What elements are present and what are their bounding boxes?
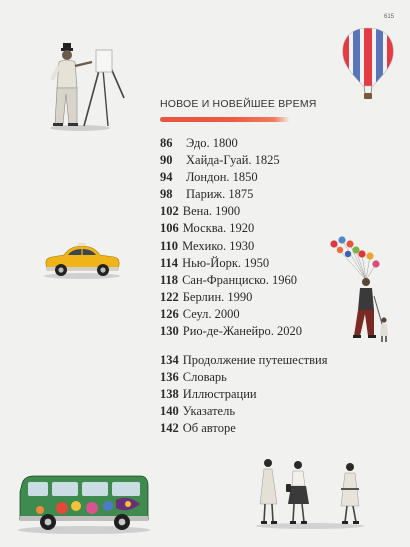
chapter-list [160,135,302,340]
toc-entry[interactable]: 102 Вена. 1900 [160,204,241,219]
toc-entry[interactable]: 140 Указатель [160,404,236,419]
toc-entry[interactable]: 110 Мехико. 1930 [160,238,255,253]
toc-entry[interactable]: 136 Словарь [160,370,227,385]
toc-entry[interactable]: 94 Лондон. 1850 [160,170,258,185]
toc-entry[interactable]: 86 Эдо. 1800 [160,136,238,150]
person-with-balloons-illustration [328,236,396,344]
toc-entry[interactable]: 90 Хайда-Гуай. 1825 [160,153,280,168]
section-title: НОВОЕ И НОВЕЙШЕЕ ВРЕМЯ [160,98,317,110]
hot-air-balloon-illustration [340,26,396,102]
page-number: 615 [383,14,394,20]
accent-underline [160,117,290,122]
painter-at-easel-illustration [44,42,130,134]
toc-entry[interactable]: 114 Нью-Йорк. 1950 [160,255,270,270]
toc-entry[interactable]: 126 Сеул. 2000 [160,306,240,321]
toc-entry[interactable]: 138 Иллюстрации [160,387,257,402]
yellow-taxi-illustration [42,240,122,280]
three-women-walking-illustration [252,454,368,530]
toc-entry[interactable]: 106 Москва. 1920 [160,221,255,236]
hippie-van-illustration [14,470,154,536]
toc-entry[interactable]: 130 Рио-де-Жанейро. 2020 [160,324,302,339]
toc-entry[interactable]: 98 Париж. 1875 [160,187,254,202]
appendix-list [160,352,327,437]
toc-entry[interactable]: 118 Сан-Франциско. 1960 [160,272,298,287]
toc-entry[interactable]: 134 Продолжение путешествия [160,353,328,367]
toc-entry[interactable]: 122 Берлин. 1990 [160,289,253,304]
toc-entry[interactable]: 142 Об авторе [160,421,236,436]
